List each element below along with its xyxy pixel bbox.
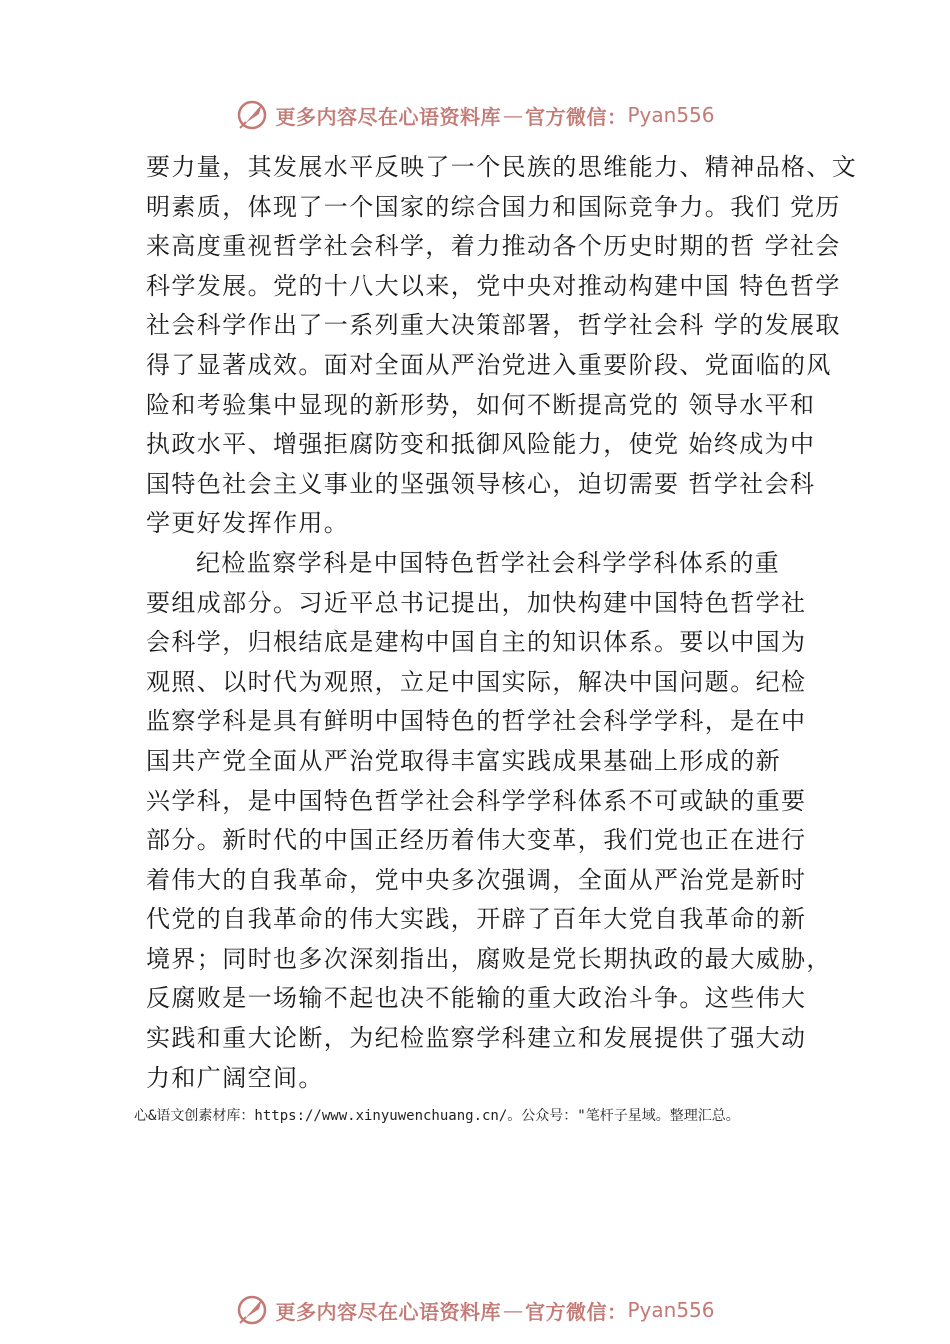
text-line: 国特色社会主义事业的坚强领导核心，迫切需要 哲学社会科 — [146, 469, 816, 498]
header-watermark — [0, 95, 950, 135]
text-line: 明素质，体现了一个国家的综合国力和国际竞争力。我们 党历 — [146, 192, 841, 221]
text-line: 得了显著成效。面对全面从严治党进入重要阶段、党面临的风 — [146, 350, 832, 379]
text-line: 监察学科是具有鲜明中国特色的哲学社会科学学科，是在中 — [146, 707, 807, 736]
watermark-title: 更多内容尽在心语资料库 — [275, 1299, 501, 1324]
footer-watermark — [0, 1290, 950, 1330]
text-line: 国共产党全面从严治党取得丰富实践成果基础上形成的新 — [146, 746, 781, 775]
text-line: 观照、以时代为观照，立足中国实际，解决中国问题。纪检 — [146, 667, 807, 696]
text-line: 执政水平、增强拒腐防变和抵御风险能力，使党 始终成为中 — [146, 430, 816, 459]
watermark-wechat-id: Pyan556 — [627, 1298, 715, 1322]
text-line: 会科学，归根结底是建构中国自主的知识体系。要以中国为 — [146, 628, 807, 657]
quill-logo-icon — [235, 98, 269, 132]
watermark-title: 更多内容尽在心语资料库 — [275, 104, 501, 129]
text-line: 力和广阔空间。 — [146, 1063, 324, 1092]
text-line: 纪检监察学科是中国特色哲学社会科学学科体系的重 — [196, 548, 781, 577]
text-line: 兴学科，是中国特色哲学社会科学学科体系不可或缺的重要 — [146, 786, 807, 815]
text-line: 实践和重大论断，为纪检监察学科建立和发展提供了强大动 — [146, 1024, 807, 1053]
paragraph-2 — [146, 544, 836, 1098]
text-line: 来高度重视哲学社会科学，着力推动各个历史时期的哲 学社会 — [146, 232, 841, 261]
watermark-wechat-label: 官方微信： — [524, 104, 628, 129]
text-line: 着伟大的自我革命，党中央多次强调，全面从严治党是新时 — [146, 865, 807, 894]
document-body — [146, 148, 858, 1098]
text-line: 代党的自我革命的伟大实践，开辟了百年大党自我革命的新 — [146, 905, 807, 934]
watermark-separator: — — [502, 103, 523, 127]
text-line: 社会科学作出了一系列重大决策部署，哲学社会科 学的发展取 — [146, 311, 841, 340]
quill-logo-icon — [235, 1293, 269, 1327]
text-line: 学更好发挥作用。 — [146, 509, 350, 538]
text-line: 险和考验集中显现的新形势，如何不断提高党的 领导水平和 — [146, 390, 816, 419]
source-note: 心&语文创素材库：https://www.xinyuwenchuang.cn/。公众号："笔杆子星域。整理汇总。 — [134, 1108, 740, 1124]
text-line: 要力量，其发展水平反映了一个民族的思维能力、精神品格、文 — [146, 153, 858, 181]
watermark-wechat-id: Pyan556 — [627, 103, 715, 127]
paragraph-1 — [146, 148, 858, 544]
text-line: 反腐败是一场输不起也决不能输的重大政治斗争。这些伟大 — [146, 984, 807, 1013]
watermark-wechat-label: 官方微信： — [524, 1299, 628, 1324]
text-line: 要组成部分。习近平总书记提出，加快构建中国特色哲学社 — [146, 588, 807, 617]
text-line: 部分。新时代的中国正经历着伟大变革，我们党也正在进行 — [146, 826, 807, 855]
text-line: 境界；同时也多次深刻指出，腐败是党长期执政的最大威胁， — [146, 944, 832, 973]
text-line: 科学发展。党的十八大以来，党中央对推动构建中国 特色哲学 — [146, 271, 841, 300]
watermark-separator: — — [502, 1298, 523, 1322]
